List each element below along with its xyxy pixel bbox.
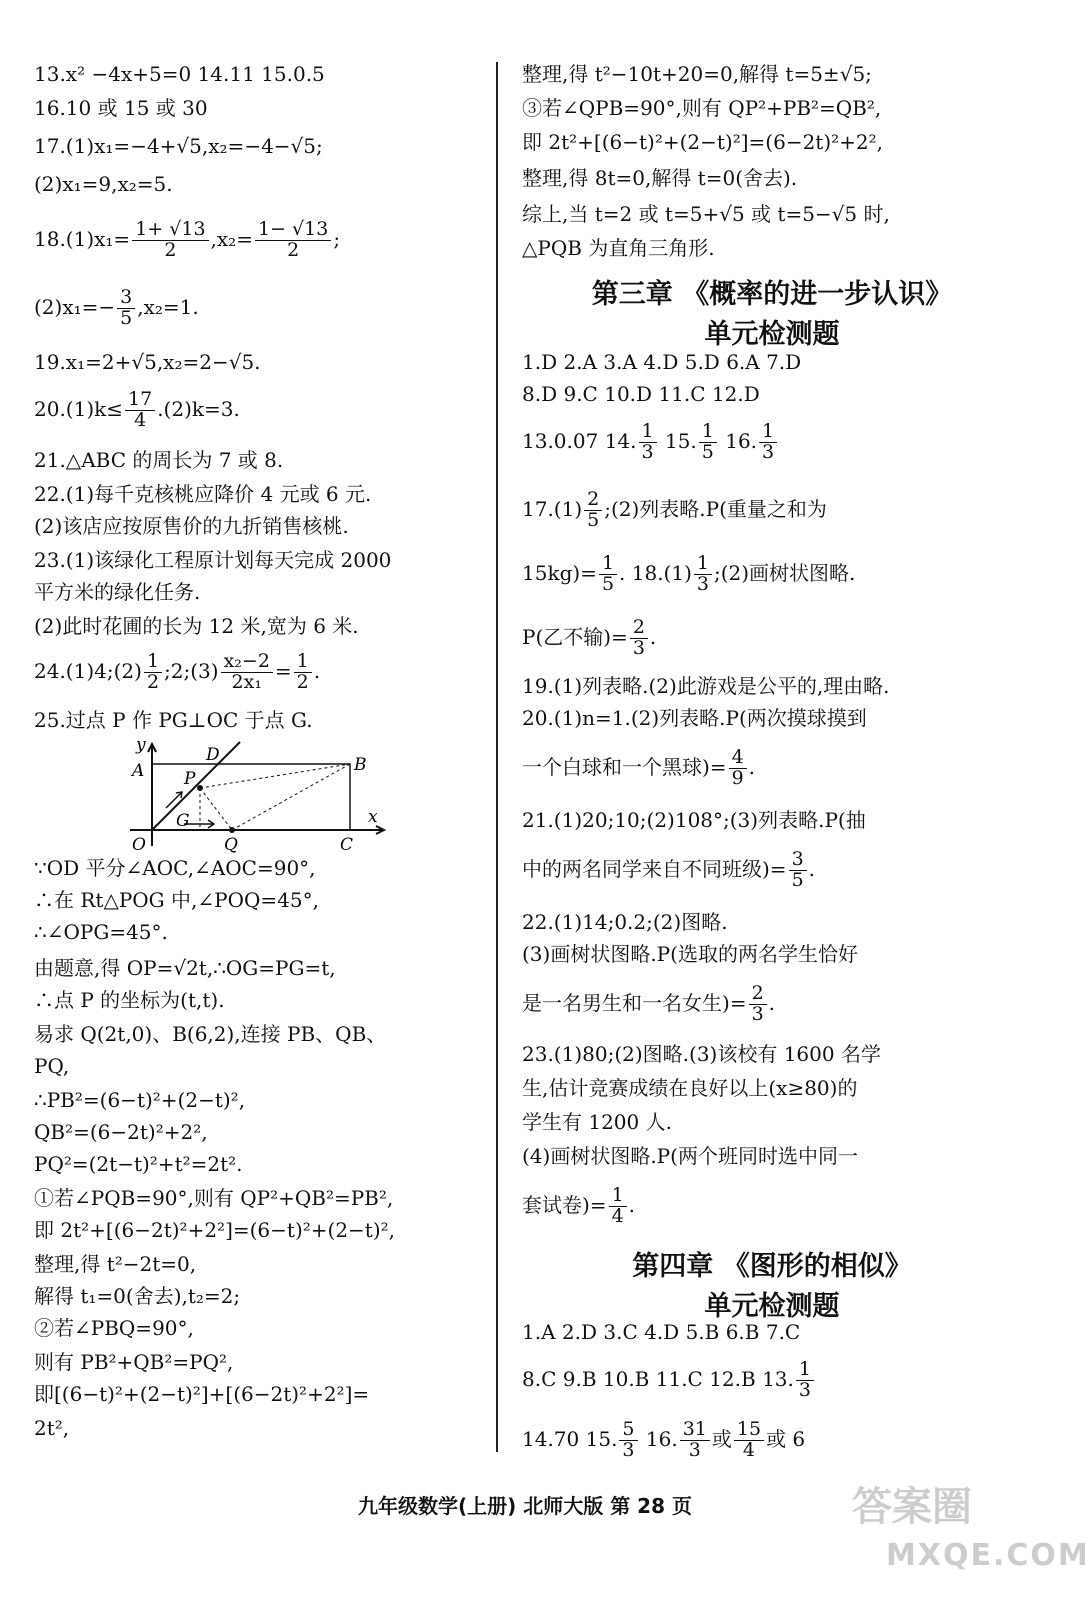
solution-line-8: ∴PB²=(6−t)²+(2−t)², <box>34 1088 246 1112</box>
solution-line-10: PQ²=(2t−t)²+t²=2t². <box>34 1152 243 1176</box>
numerator: 5 <box>619 1420 637 1441</box>
ch4-answers-line-2 <box>522 1354 1022 1418</box>
label-g: G <box>176 811 190 831</box>
text: . <box>768 990 776 1015</box>
chapter-4-subtitle: 单元检测题 <box>704 1291 840 1322</box>
numerator: 1 <box>639 422 657 443</box>
denominator: 2x₁ <box>231 670 262 693</box>
denominator: 2 <box>146 670 160 693</box>
numerator: 1 <box>609 1186 627 1207</box>
numerator: 1 <box>599 554 617 575</box>
denominator: 4 <box>611 1204 624 1227</box>
fraction <box>734 1420 764 1461</box>
fraction <box>759 422 777 463</box>
text: 套试卷)= <box>522 1192 607 1217</box>
fraction <box>144 652 162 693</box>
ch3-answer-23a: 23.(1)80;(2)图略.(3)该校有 1600 名学 <box>522 1042 881 1066</box>
label-y: y <box>136 735 146 755</box>
ch3-answer-19: 19.(1)列表略.(2)此游戏是公平的,理由略. <box>522 674 890 698</box>
numerator: x₂−2 <box>221 652 273 673</box>
fraction <box>729 748 747 789</box>
fraction <box>117 288 135 329</box>
fraction <box>125 390 155 431</box>
answer-line-16: 16.10 或 15 或 30 <box>34 96 208 120</box>
text: P(乙不输)= <box>522 624 628 649</box>
ch3-answer-23e <box>522 1180 1022 1244</box>
text: 16. <box>639 1426 678 1451</box>
answer-line-23b: 平方米的绿化任务. <box>34 580 201 604</box>
solution-line-16: 则有 PB²+QB²=PQ², <box>34 1350 234 1374</box>
line-od <box>152 742 240 830</box>
numerator: 1 <box>699 422 717 443</box>
answer-line-21: 21.△ABC 的周长为 7 或 8. <box>34 448 284 472</box>
answer-line-17b: (2)x₁=9,x₂=5. <box>34 172 173 196</box>
numerator: 1 <box>694 554 712 575</box>
fraction <box>584 490 602 531</box>
solution-line-17: 即[(6−t)²+(2−t)²]+[(6−2t)²+2²]= <box>34 1382 370 1406</box>
answer-line-24 <box>34 648 489 708</box>
denominator: 5 <box>601 572 615 595</box>
fraction <box>680 1420 710 1461</box>
denominator: 4 <box>134 408 147 431</box>
fraction <box>796 1360 814 1401</box>
denominator: 5 <box>587 508 600 531</box>
text: .(2)k=3. <box>157 396 240 421</box>
ch3-answer-18-end <box>522 616 1022 674</box>
ch3-answer-22c <box>522 978 1022 1042</box>
numerator: 1 <box>759 422 777 443</box>
watermark-logo: 答案圈 <box>852 1484 972 1530</box>
continued-line-2: ③若∠QPB=90°,则有 QP²+PB²=QB², <box>522 96 882 120</box>
denominator: 3 <box>798 1378 811 1401</box>
numerator: 2 <box>749 984 767 1005</box>
answer-line-22b: (2)该店应按原售价的九折销售核桃. <box>34 514 349 538</box>
answer-line-18b <box>34 282 489 350</box>
column-divider <box>496 62 498 1452</box>
ch3-answer-21a: 21.(1)20;10;(2)108°;(3)列表略.P(抽 <box>522 808 866 832</box>
answer-line-23a: 23.(1)该绿化工程原计划每天完成 2000 <box>34 548 392 572</box>
fraction <box>255 220 331 261</box>
solution-line-11: ①若∠PQB=90°,则有 QP²+QB²=PB², <box>34 1186 394 1210</box>
numerator: 3 <box>789 850 807 871</box>
text: = <box>274 658 292 683</box>
text: 或 6 <box>766 1426 806 1451</box>
ch3-answer-23b: 生,估计竞赛成绩在良好以上(x≥80)的 <box>522 1076 858 1100</box>
continued-line-3: 即 2t²+[(6−t)²+(2−t)²]=(6−2t)²+2², <box>522 130 884 154</box>
ch3-answer-23d: (4)画树状图略.P(两个班同时选中同一 <box>522 1144 858 1168</box>
denominator: 9 <box>731 766 744 789</box>
ch3-answers-line-3 <box>522 420 1022 484</box>
denominator: 5 <box>701 440 714 463</box>
chapter-3-title: 第三章 《概率的进一步认识》 <box>591 279 953 310</box>
right-column <box>522 62 1022 1478</box>
solution-line-2: ∴在 Rt△POG 中,∠POQ=45°, <box>34 888 319 912</box>
fraction <box>699 422 717 463</box>
numerator: 1 <box>796 1360 814 1381</box>
ch3-answers-line-1: 1.D 2.A 3.A 4.D 5.D 6.A 7.D <box>522 350 802 374</box>
label-p: P <box>184 769 196 789</box>
continued-line-6: △PQB 为直角三角形. <box>522 236 715 260</box>
text: 16. <box>718 428 758 453</box>
answer-line-18a <box>34 212 489 282</box>
fraction <box>619 1420 637 1461</box>
numerator: 1+ √13 <box>132 220 208 241</box>
denominator: 3 <box>751 1002 764 1025</box>
text: . <box>628 1192 636 1217</box>
solution-line-15: ②若∠PBQ=90°, <box>34 1316 194 1340</box>
denominator: 5 <box>120 306 133 329</box>
label-q: Q <box>224 835 238 855</box>
solution-line-13: 整理,得 t²−2t=0, <box>34 1252 197 1276</box>
denominator: 3 <box>696 572 709 595</box>
text: 20.(1)k≤ <box>34 396 124 421</box>
ch3-answer-21b <box>522 844 1022 910</box>
fraction <box>599 554 617 595</box>
numerator: 1 <box>294 652 312 673</box>
ch3-answer-20a: 20.(1)n=1.(2)列表略.P(两次摸球摸到 <box>522 706 867 730</box>
numerator: 17 <box>125 390 155 411</box>
answer-line-22a: 22.(1)每千克核桃应降价 4 元或 6 元. <box>34 482 372 506</box>
text: ,x₂=1. <box>137 294 199 319</box>
ch4-answers-line-1: 1.A 2.D 3.C 4.D 5.B 6.B 7.C <box>522 1320 801 1344</box>
solution-line-6: 易求 Q(2t,0)、B(6,2),连接 PB、QB、 <box>34 1022 387 1046</box>
text: 8.C 9.B 10.B 11.C 12.B 13. <box>522 1366 794 1391</box>
text: 一个白球和一个黑球)= <box>522 754 727 779</box>
ch3-answer-17 <box>522 484 1022 550</box>
solution-line-1: ∵OD 平分∠AOC,∠AOC=90°, <box>34 856 316 880</box>
solution-line-18: 2t², <box>34 1416 70 1440</box>
segment-pb <box>200 764 350 788</box>
ch3-answer-20b <box>522 742 1022 808</box>
watermark-url: MXQE.COM <box>886 1538 1090 1573</box>
answer-line-17a: 17.(1)x₁=−4+√5,x₂=−4−√5; <box>34 134 323 158</box>
chapter-3-subtitle: 单元检测题 <box>704 319 840 350</box>
text: ;2;(3) <box>164 658 219 683</box>
denominator: 5 <box>791 868 804 891</box>
label-c: C <box>340 835 354 855</box>
text: 或 <box>711 1426 732 1451</box>
solution-line-12: 即 2t²+[(6−2t)²+2²]=(6−t)²+(2−t)², <box>34 1218 396 1242</box>
page-footer: 九年级数学(上册) 北师大版 第 28 页 <box>358 1494 692 1518</box>
fraction <box>221 652 273 693</box>
text: . <box>649 624 657 649</box>
answer-line-25: 25.过点 P 作 PG⊥OC 于点 G. <box>34 708 313 732</box>
point-p <box>197 785 203 791</box>
point-q <box>229 827 235 833</box>
solution-line-3: ∴∠OPG=45°. <box>34 920 168 944</box>
numerator: 2 <box>584 490 602 511</box>
label-a: A <box>132 761 145 781</box>
denominator: 2 <box>287 238 300 261</box>
answer-line-19: 19.x₁=2+√5,x₂=2−√5. <box>34 350 261 374</box>
label-b: B <box>354 755 367 775</box>
fraction <box>789 850 807 891</box>
continued-line-4: 整理,得 8t=0,解得 t=0(舍去). <box>522 166 798 190</box>
ch3-answer-23c: 学生有 1200 人. <box>522 1110 672 1134</box>
numerator: 3 <box>117 288 135 309</box>
denominator: 3 <box>622 1438 635 1461</box>
text: 17.(1) <box>522 496 583 521</box>
ch3-answer-22a: 22.(1)14;0.2;(2)图略. <box>522 910 728 934</box>
answer-line-23c: (2)此时花圃的长为 12 米,宽为 6 米. <box>34 614 359 638</box>
solution-line-9: QB²=(6−2t)²+2², <box>34 1120 208 1144</box>
fraction <box>639 422 657 463</box>
solution-line-5: ∴点 P 的坐标为(t,t). <box>34 988 225 1012</box>
numerator: 1− √13 <box>255 220 331 241</box>
solution-line-4: 由题意,得 OP=√2t,∴OG=PG=t, <box>34 956 336 980</box>
solution-line-7: PQ, <box>34 1054 70 1078</box>
fraction <box>630 618 648 659</box>
text: ,x₂= <box>210 226 253 251</box>
ch3-answer-22b: (3)画树状图略.P(选取的两名学生恰好 <box>522 942 858 966</box>
answer-line-13: 13.x² −4x+5=0 14.11 15.0.5 <box>34 62 325 86</box>
denominator: 2 <box>296 670 309 693</box>
label-d: D <box>206 745 220 765</box>
text: 15kg)= <box>522 560 597 585</box>
text: ; <box>333 226 341 251</box>
continued-line-5: 综上,当 t=2 或 t=5+√5 或 t=5−√5 时, <box>522 202 890 226</box>
text: . <box>808 856 816 881</box>
text: 24.(1)4;(2) <box>34 658 142 683</box>
denominator: 4 <box>742 1438 756 1461</box>
numerator: 1 <box>144 652 162 673</box>
answer-line-20 <box>34 386 489 448</box>
numerator: 4 <box>729 748 747 769</box>
text: . 18.(1) <box>619 560 692 585</box>
text: 中的两名同学来自不同班级)= <box>522 856 787 881</box>
fraction <box>132 220 208 261</box>
text: 18.(1)x₁= <box>34 226 131 251</box>
denominator: 3 <box>762 440 775 463</box>
denominator: 3 <box>688 1438 701 1461</box>
label-x: x <box>368 807 378 827</box>
continued-line-1: 整理,得 t²−10t+20=0,解得 t=5±√5; <box>522 62 872 86</box>
label-o: O <box>132 835 146 855</box>
numerator: 31 <box>680 1420 710 1441</box>
text: 15. <box>658 428 697 453</box>
text: . <box>748 754 756 779</box>
fraction <box>749 984 767 1025</box>
ch3-answers-line-2: 8.D 9.C 10.D 11.C 12.D <box>522 382 760 406</box>
denominator: 2 <box>164 238 177 261</box>
chapter-4-title: 第四章 《图形的相似》 <box>632 1251 912 1282</box>
numerator: 15 <box>734 1420 764 1441</box>
numerator: 2 <box>630 618 648 639</box>
fraction <box>609 1186 627 1227</box>
motion-arrow-p <box>166 792 182 808</box>
ch4-answers-line-3 <box>522 1418 1022 1478</box>
denominator: 3 <box>632 636 645 659</box>
text: . <box>313 658 321 683</box>
text: 14.70 15. <box>522 1426 618 1451</box>
left-column <box>34 62 489 1448</box>
fraction <box>294 652 312 693</box>
text: (2)x₁=− <box>34 294 116 319</box>
text: ;(2)画树状图略. <box>713 560 856 585</box>
ch3-answer-17-18 <box>522 550 1022 616</box>
fraction <box>694 554 712 595</box>
geometry-figure <box>122 736 392 856</box>
denominator: 3 <box>641 440 654 463</box>
text: 13.0.07 14. <box>522 428 637 453</box>
text: 是一名男生和一名女生)= <box>522 990 747 1015</box>
text: ;(2)列表略.P(重量之和为 <box>604 496 827 521</box>
solution-line-14: 解得 t₁=0(舍去),t₂=2; <box>34 1284 241 1308</box>
